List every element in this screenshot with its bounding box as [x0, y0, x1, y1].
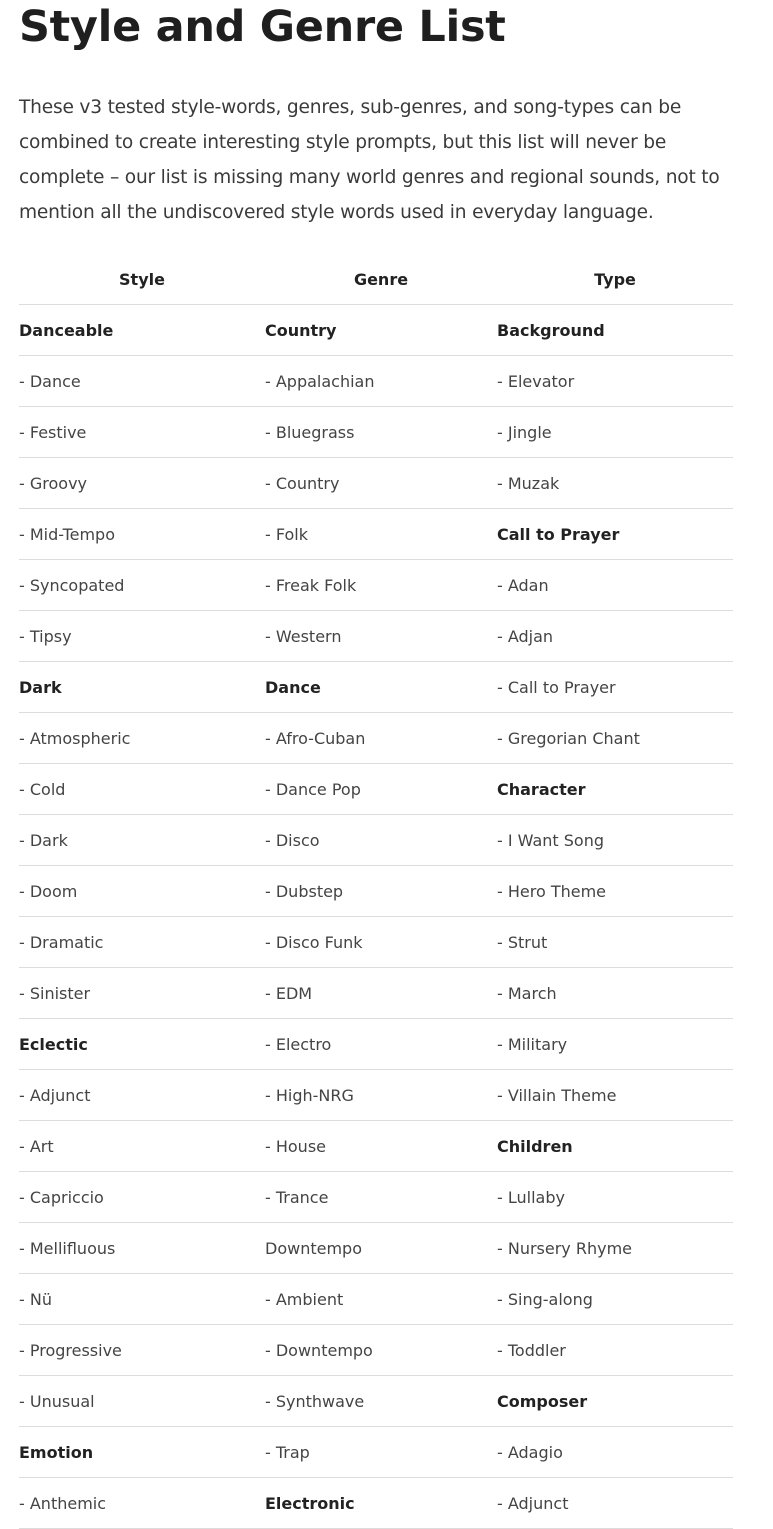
style-genre-table	[19, 254, 733, 1529]
table-row	[19, 1274, 733, 1325]
table-row	[19, 1121, 733, 1172]
cell-genre: - Country	[265, 458, 497, 509]
cell-style: - Festive	[19, 407, 265, 458]
intro-paragraph: These v3 tested style-words, genres, sub-genres, and song-types can be combined to create interesting style prompts, but this list will never be complete – our list is missing many world genres and regional sounds, not to mention all the undiscovered style words used in everyday language.	[19, 97, 720, 223]
column-header-genre: Genre	[265, 254, 497, 305]
table-row	[19, 662, 733, 713]
column-header-style: Style	[19, 254, 265, 305]
cell-type: - Call to Prayer	[497, 662, 733, 713]
table-row	[19, 356, 733, 407]
cell-style: Dark	[19, 662, 265, 713]
cell-type: Call to Prayer	[497, 509, 733, 560]
table-row	[19, 1019, 733, 1070]
cell-type: - Toddler	[497, 1325, 733, 1376]
cell-style: - Dance	[19, 356, 265, 407]
cell-genre: Electronic	[265, 1478, 497, 1529]
cell-style: - Mid-Tempo	[19, 509, 265, 560]
cell-type: - Strut	[497, 917, 733, 968]
table-row	[19, 1070, 733, 1121]
cell-style: - Capriccio	[19, 1172, 265, 1223]
cell-genre: - Dance Pop	[265, 764, 497, 815]
table-row	[19, 1478, 733, 1529]
table-row	[19, 764, 733, 815]
table-row	[19, 866, 733, 917]
cell-genre: Country	[265, 305, 497, 356]
cell-genre: - Folk	[265, 509, 497, 560]
cell-genre: Downtempo	[265, 1223, 497, 1274]
cell-style: - Tipsy	[19, 611, 265, 662]
cell-style: - Groovy	[19, 458, 265, 509]
cell-type: - Villain Theme	[497, 1070, 733, 1121]
table-body	[19, 305, 733, 1529]
cell-type: - Adagio	[497, 1427, 733, 1478]
table-row	[19, 1223, 733, 1274]
cell-style: Emotion	[19, 1427, 265, 1478]
cell-style: - Cold	[19, 764, 265, 815]
cell-genre: - Disco	[265, 815, 497, 866]
cell-style: - Unusual	[19, 1376, 265, 1427]
cell-type: - Adjunct	[497, 1478, 733, 1529]
cell-type: - Jingle	[497, 407, 733, 458]
cell-type: - Hero Theme	[497, 866, 733, 917]
cell-genre: - Trap	[265, 1427, 497, 1478]
cell-style: - Progressive	[19, 1325, 265, 1376]
cell-genre: - Ambient	[265, 1274, 497, 1325]
table-row	[19, 968, 733, 1019]
cell-type: - Military	[497, 1019, 733, 1070]
cell-type: - Lullaby	[497, 1172, 733, 1223]
table-row	[19, 713, 733, 764]
cell-genre: - Dubstep	[265, 866, 497, 917]
cell-type: - Nursery Rhyme	[497, 1223, 733, 1274]
cell-genre: Dance	[265, 662, 497, 713]
cell-genre: - Disco Funk	[265, 917, 497, 968]
cell-style: - Nü	[19, 1274, 265, 1325]
cell-style: - Anthemic	[19, 1478, 265, 1529]
cell-type: - Sing-along	[497, 1274, 733, 1325]
table-row	[19, 611, 733, 662]
cell-genre: - Trance	[265, 1172, 497, 1223]
column-header-type: Type	[497, 254, 733, 305]
cell-style: Danceable	[19, 305, 265, 356]
table-row	[19, 560, 733, 611]
table-row	[19, 1325, 733, 1376]
cell-style: - Syncopated	[19, 560, 265, 611]
table-row	[19, 305, 733, 356]
cell-genre: - Appalachian	[265, 356, 497, 407]
table-row	[19, 815, 733, 866]
table-row	[19, 917, 733, 968]
table-row	[19, 1172, 733, 1223]
cell-type: - Gregorian Chant	[497, 713, 733, 764]
cell-type: - Adan	[497, 560, 733, 611]
cell-type: Children	[497, 1121, 733, 1172]
article	[19, 0, 733, 1513]
cell-style: - Mellifluous	[19, 1223, 265, 1274]
cell-type: - I Want Song	[497, 815, 733, 866]
cell-style: - Doom	[19, 866, 265, 917]
table-row	[19, 1427, 733, 1478]
cell-type: Composer	[497, 1376, 733, 1427]
cell-genre: - Electro	[265, 1019, 497, 1070]
cell-style: - Atmospheric	[19, 713, 265, 764]
cell-type: Background	[497, 305, 733, 356]
table-header-row	[19, 254, 733, 305]
cell-genre: - Western	[265, 611, 497, 662]
cell-genre: - Synthwave	[265, 1376, 497, 1427]
cell-genre: - Bluegrass	[265, 407, 497, 458]
page-title: Style and Genre List	[19, 2, 506, 52]
cell-style: - Sinister	[19, 968, 265, 1019]
cell-genre: - Afro-Cuban	[265, 713, 497, 764]
table-row	[19, 1376, 733, 1427]
cell-type: Character	[497, 764, 733, 815]
cell-style: - Dramatic	[19, 917, 265, 968]
cell-type: - Adjan	[497, 611, 733, 662]
cell-style: - Dark	[19, 815, 265, 866]
table-row	[19, 407, 733, 458]
cell-genre: - High-NRG	[265, 1070, 497, 1121]
table-row	[19, 458, 733, 509]
cell-genre: - Freak Folk	[265, 560, 497, 611]
cell-style: - Adjunct	[19, 1070, 265, 1121]
cell-genre: - Downtempo	[265, 1325, 497, 1376]
table-row	[19, 509, 733, 560]
cell-type: - Elevator	[497, 356, 733, 407]
cell-style: Eclectic	[19, 1019, 265, 1070]
cell-type: - Muzak	[497, 458, 733, 509]
cell-genre: - House	[265, 1121, 497, 1172]
cell-style: - Art	[19, 1121, 265, 1172]
cell-type: - March	[497, 968, 733, 1019]
cell-genre: - EDM	[265, 968, 497, 1019]
